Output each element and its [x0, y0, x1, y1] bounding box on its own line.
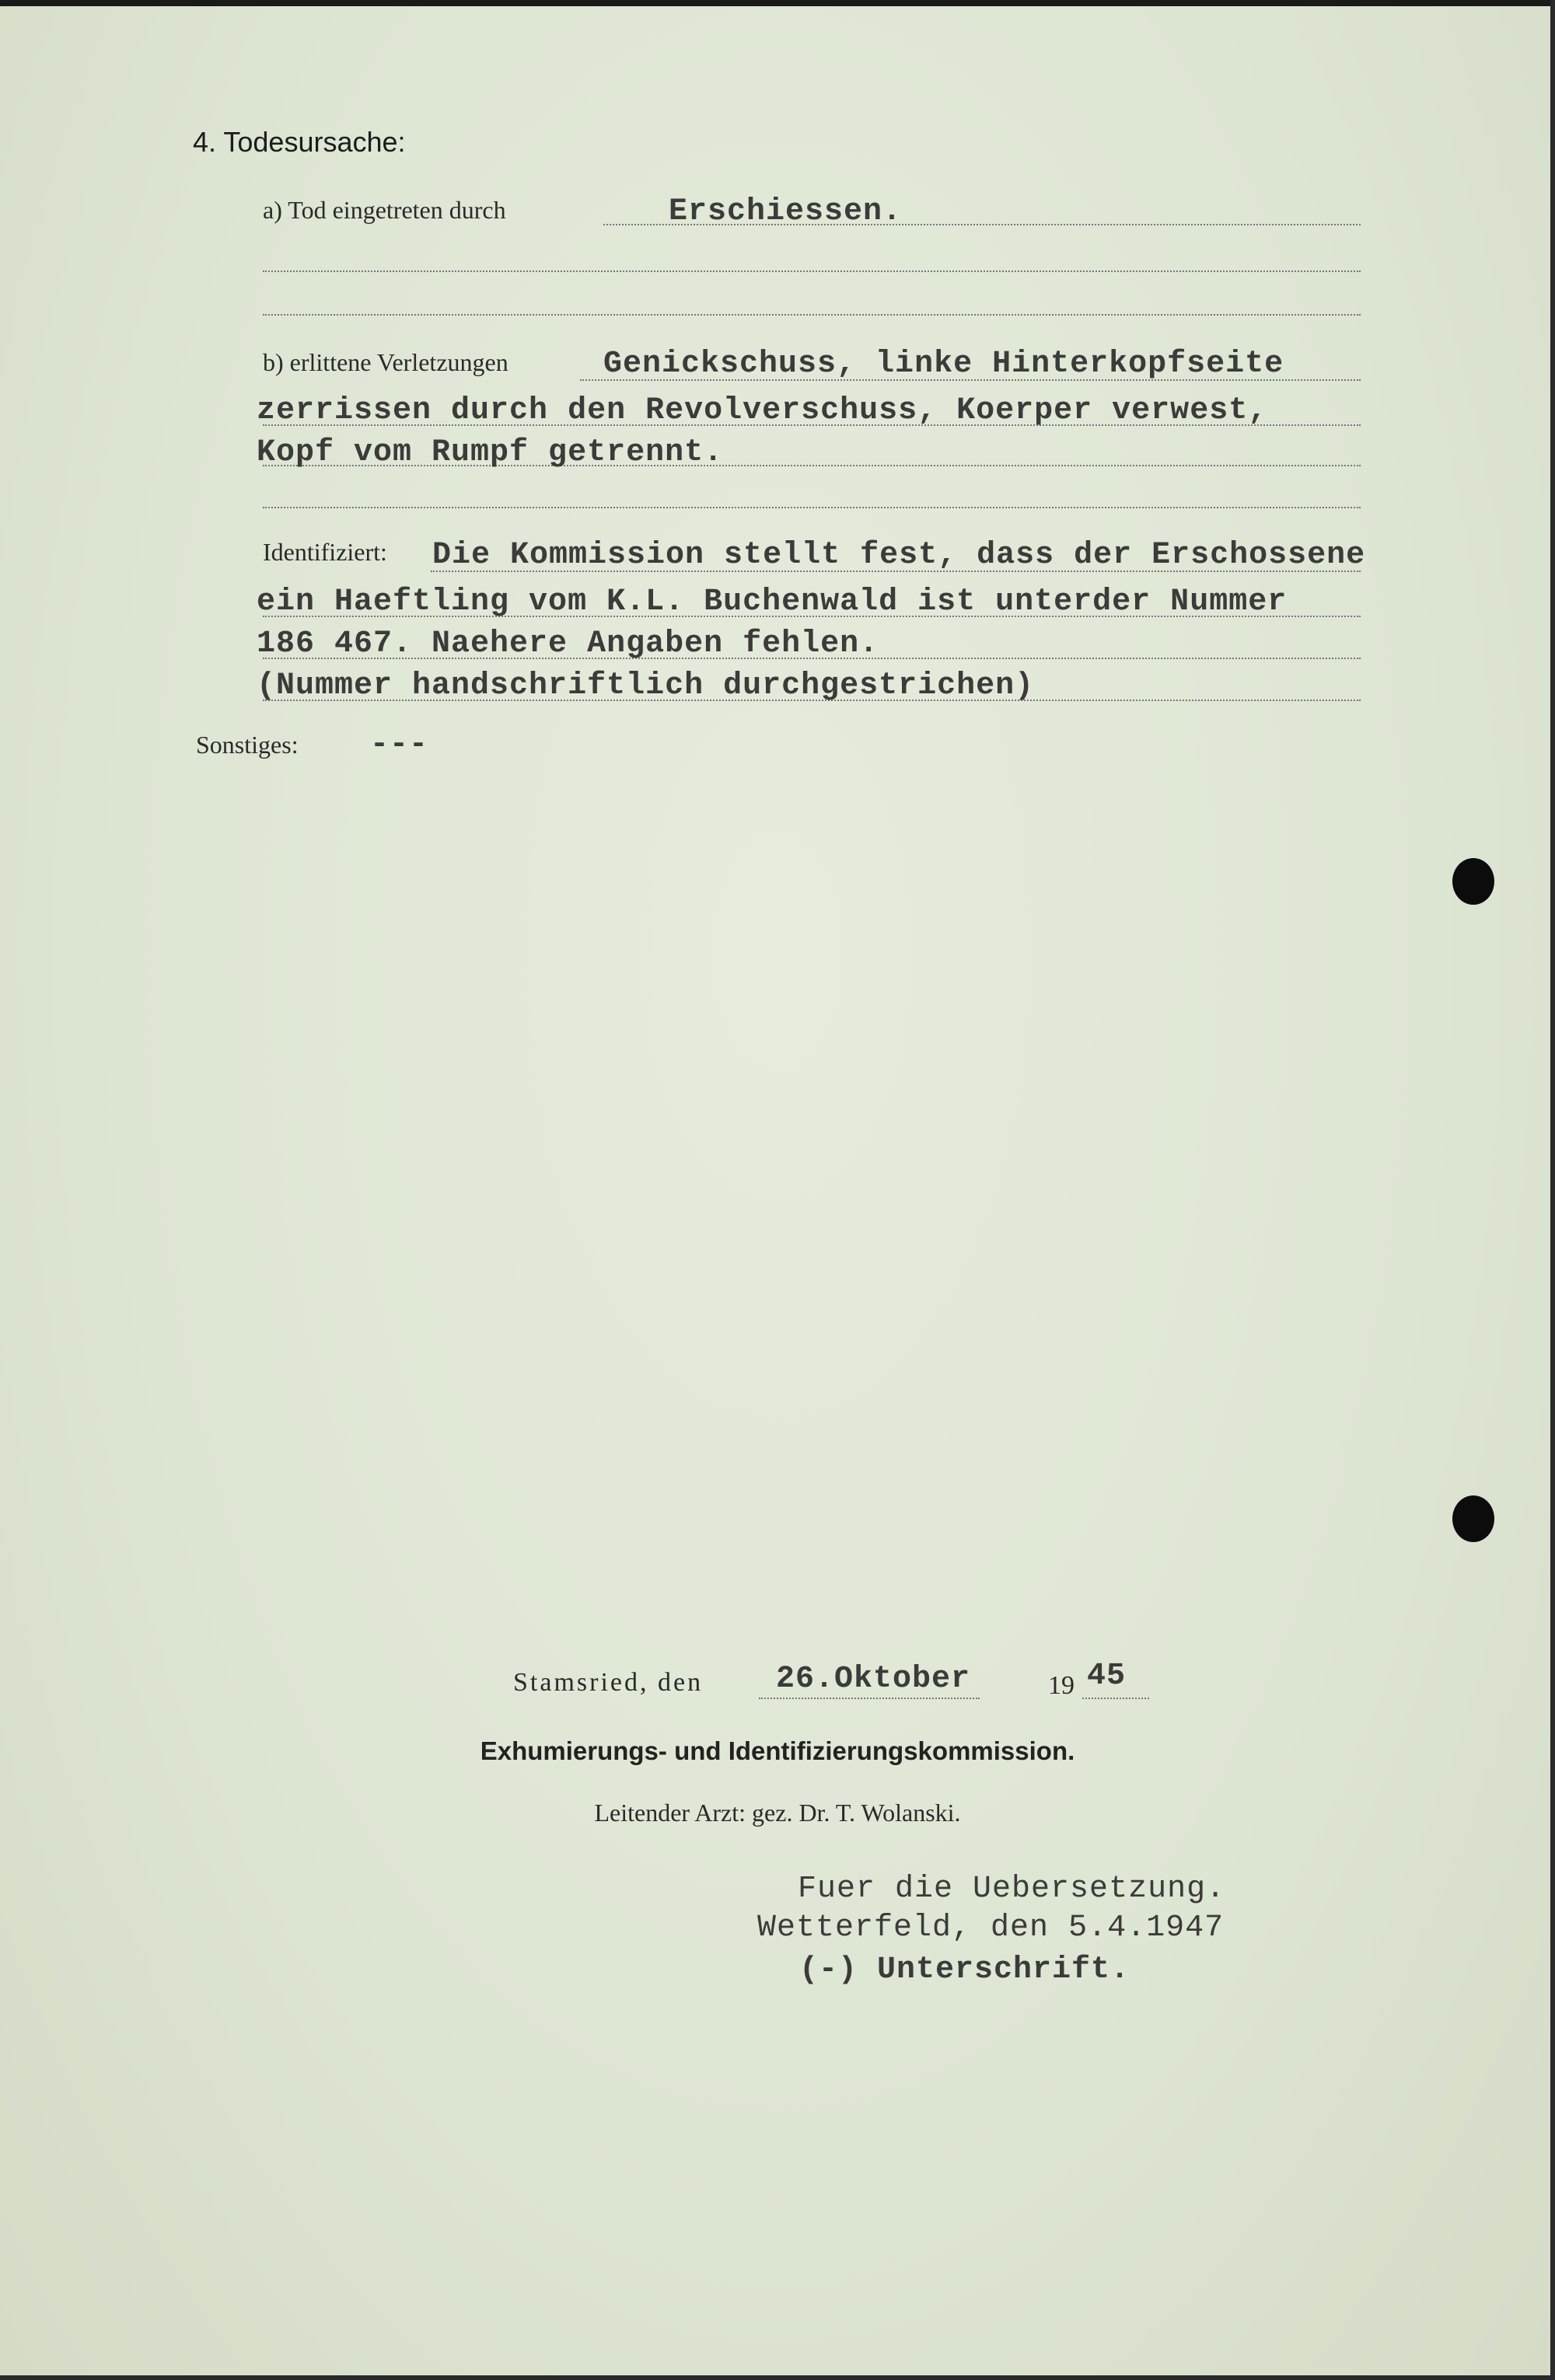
identified-line-4: (Nummer handschriftlich durchgestrichen)	[257, 668, 1035, 703]
date-value: 26.Oktober	[776, 1662, 971, 1697]
injuries-label: b) erlittene Verletzungen	[263, 348, 508, 376]
translation-line-1: Fuer die Uebersetzung.	[798, 1872, 1226, 1907]
misc-label: Sonstiges:	[196, 731, 299, 759]
year-prefix: 19	[1048, 1671, 1075, 1700]
punch-hole-upper	[1452, 858, 1494, 905]
year-suffix: 45	[1087, 1659, 1127, 1694]
blank-dotline-2	[263, 314, 1361, 316]
misc-value: ---	[370, 728, 429, 763]
scan-edge-right	[1550, 0, 1555, 2380]
scan-edge-top	[0, 0, 1555, 6]
injuries-line-2: zerrissen durch den Revolverschuss, Koerper verwest,	[257, 393, 1268, 428]
injuries-line-1: Genickschuss, linke Hinterkopfseite	[603, 347, 1284, 382]
year-dotline	[1082, 1698, 1149, 1699]
identified-line-2: ein Haeftling vom K.L. Buchenwald ist unterder Nummer	[257, 585, 1288, 619]
identified-line-3: 186 467. Naehere Angaben fehlen.	[257, 626, 879, 661]
identified-line-1: Die Kommission stellt fest, dass der Erschossene	[432, 538, 1366, 573]
date-dotline	[759, 1698, 980, 1699]
cause-value: Erschiessen.	[669, 194, 903, 229]
section-heading: 4. Todesursache:	[193, 126, 406, 158]
injuries-line-3: Kopf vom Rumpf getrennt.	[257, 435, 724, 470]
punch-hole-lower	[1452, 1495, 1494, 1542]
scan-edge-bottom	[0, 2375, 1555, 2380]
blank-dotline-3	[263, 507, 1361, 508]
commission-title: Exhumierungs- und Identifizierungskommission.	[480, 1736, 1075, 1765]
identified-label: Identifiziert:	[263, 538, 387, 566]
doctor-line: Leitender Arzt: gez. Dr. T. Wolanski.	[594, 1799, 961, 1827]
translation-line-3: (-) Unterschrift.	[799, 1953, 1130, 1987]
place-label: Stamsried, den	[513, 1668, 704, 1697]
translation-line-2: Wetterfeld, den 5.4.1947	[757, 1911, 1225, 1946]
blank-dotline-1	[263, 270, 1361, 272]
cause-label: a) Tod eingetreten durch	[263, 196, 506, 224]
